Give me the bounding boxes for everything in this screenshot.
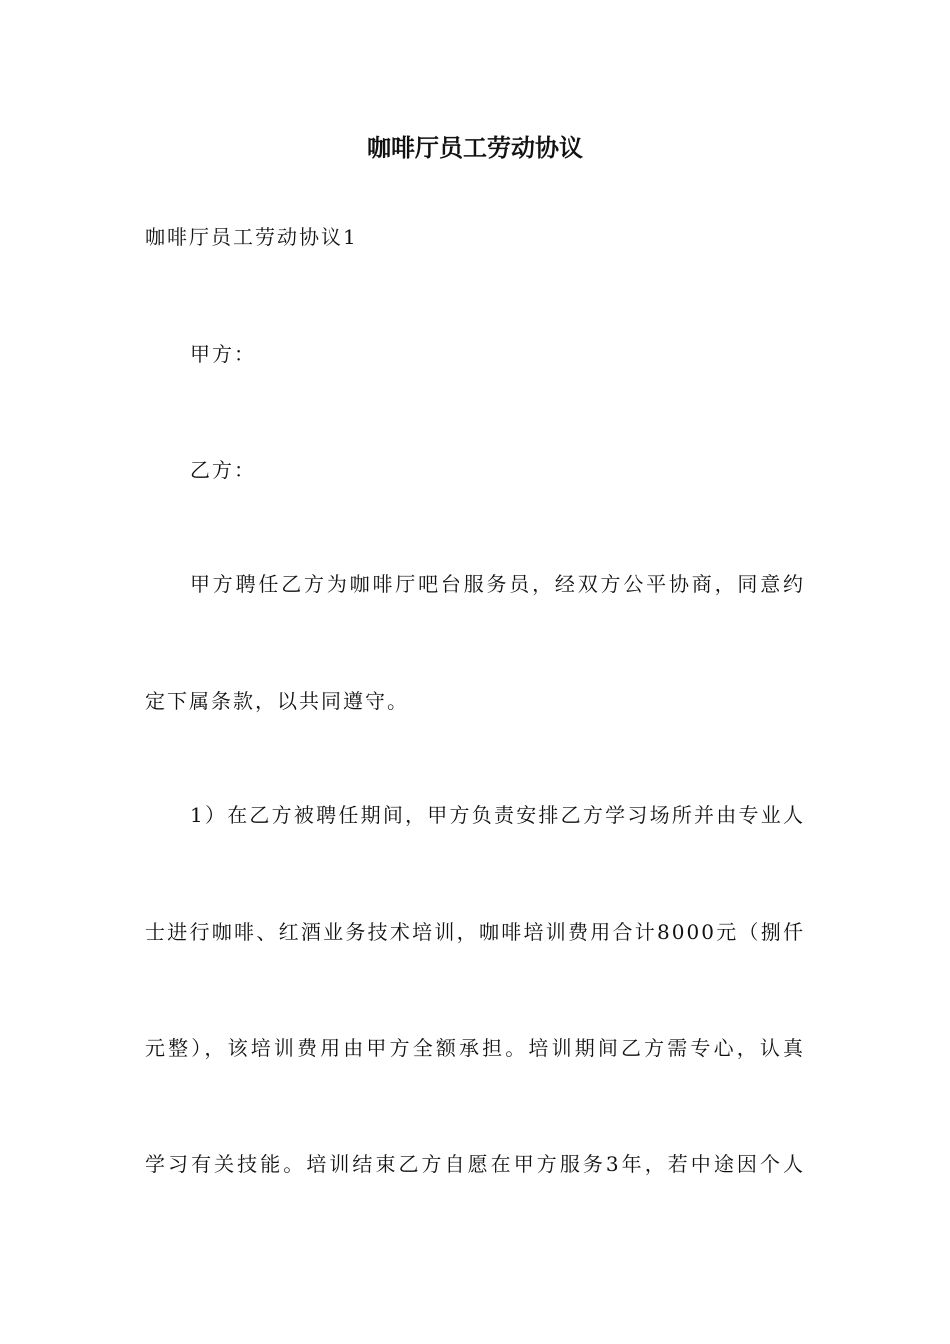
paragraph-line-4: 士进行咖啡、红酒业务技术培训，咖啡培训费用合计8000元（捌仟: [145, 920, 805, 944]
party-b-label: 乙方：: [190, 458, 256, 482]
document-title: 咖啡厅员工劳动协议: [367, 134, 583, 162]
paragraph-line-6: 学习有关技能。培训结束乙方自愿在甲方服务3年，若中途因个人: [145, 1152, 805, 1176]
paragraph-line-2: 定下属条款，以共同遵守。: [145, 689, 409, 713]
paragraph-line-3: 1）在乙方被聘任期间，甲方负责安排乙方学习场所并由专业人: [190, 803, 805, 827]
party-a-label: 甲方：: [190, 342, 256, 366]
section-heading: 咖啡厅员工劳动协议1: [145, 225, 358, 249]
paragraph-line-1: 甲方聘任乙方为咖啡厅吧台服务员，经双方公平协商，同意约: [190, 572, 805, 596]
paragraph-line-5: 元整），该培训费用由甲方全额承担。培训期间乙方需专心，认真: [145, 1036, 805, 1060]
